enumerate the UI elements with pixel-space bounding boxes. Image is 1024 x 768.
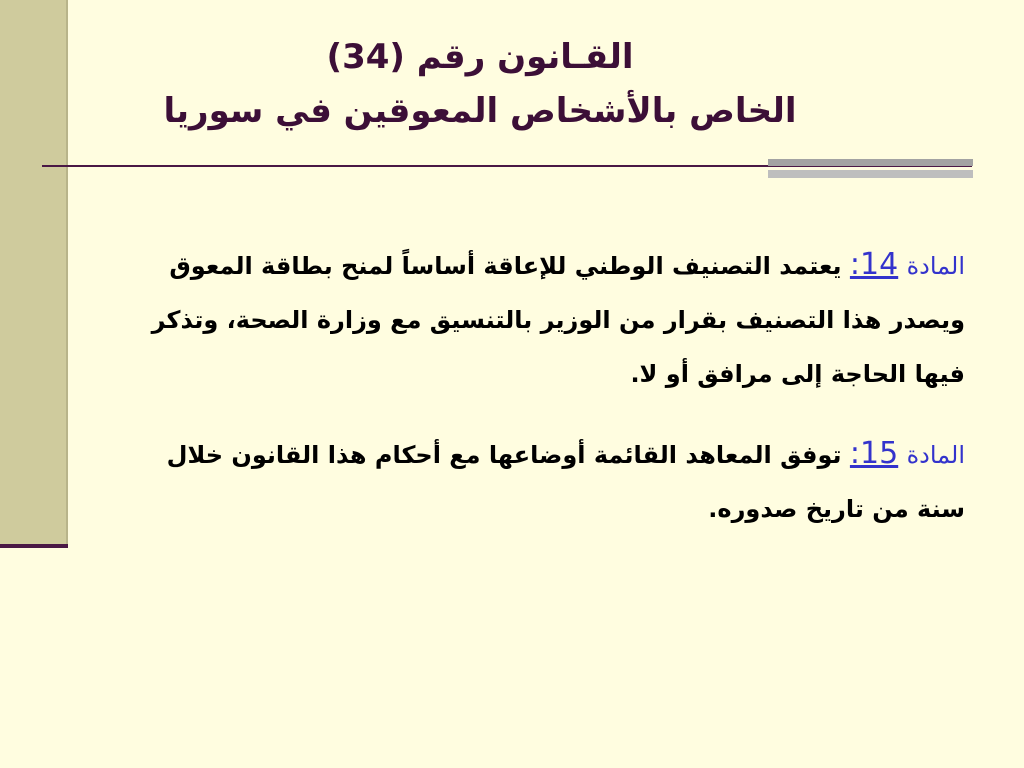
article-15-number: 15:: [849, 436, 899, 471]
article-15-text: توفق المعاهد القائمة أوضاعها مع أحكام هذا القانون خلال سنة من تاريخ صدوره.: [166, 441, 965, 523]
title-line-1: القـانون رقم (34): [326, 37, 634, 77]
article-15: [130, 427, 965, 536]
article-14-text: يعتمد التصنيف الوطني للإعاقة أساساً لمنح بطاقة المعوق ويصدر هذا التصنيف بقرار من الوزير بالتنسيق مع وزارة الصحة، وتذكر فيها الحاجة إلى مرافق أو لا.: [151, 252, 965, 388]
article-15-label: المادة: [906, 441, 965, 469]
accent-bar-top: [768, 159, 973, 166]
accent-bar-bottom: [768, 170, 973, 178]
left-decorative-band: [0, 0, 68, 548]
slide-body: [130, 238, 965, 562]
title-line-2: الخاص بالأشخاص المعوقين في سوريا: [163, 91, 797, 131]
article-14-number: 14:: [849, 247, 899, 282]
slide-title: [90, 30, 870, 138]
article-14: [130, 238, 965, 401]
article-14-label: المادة: [906, 252, 965, 280]
left-band-rule: [0, 544, 68, 548]
